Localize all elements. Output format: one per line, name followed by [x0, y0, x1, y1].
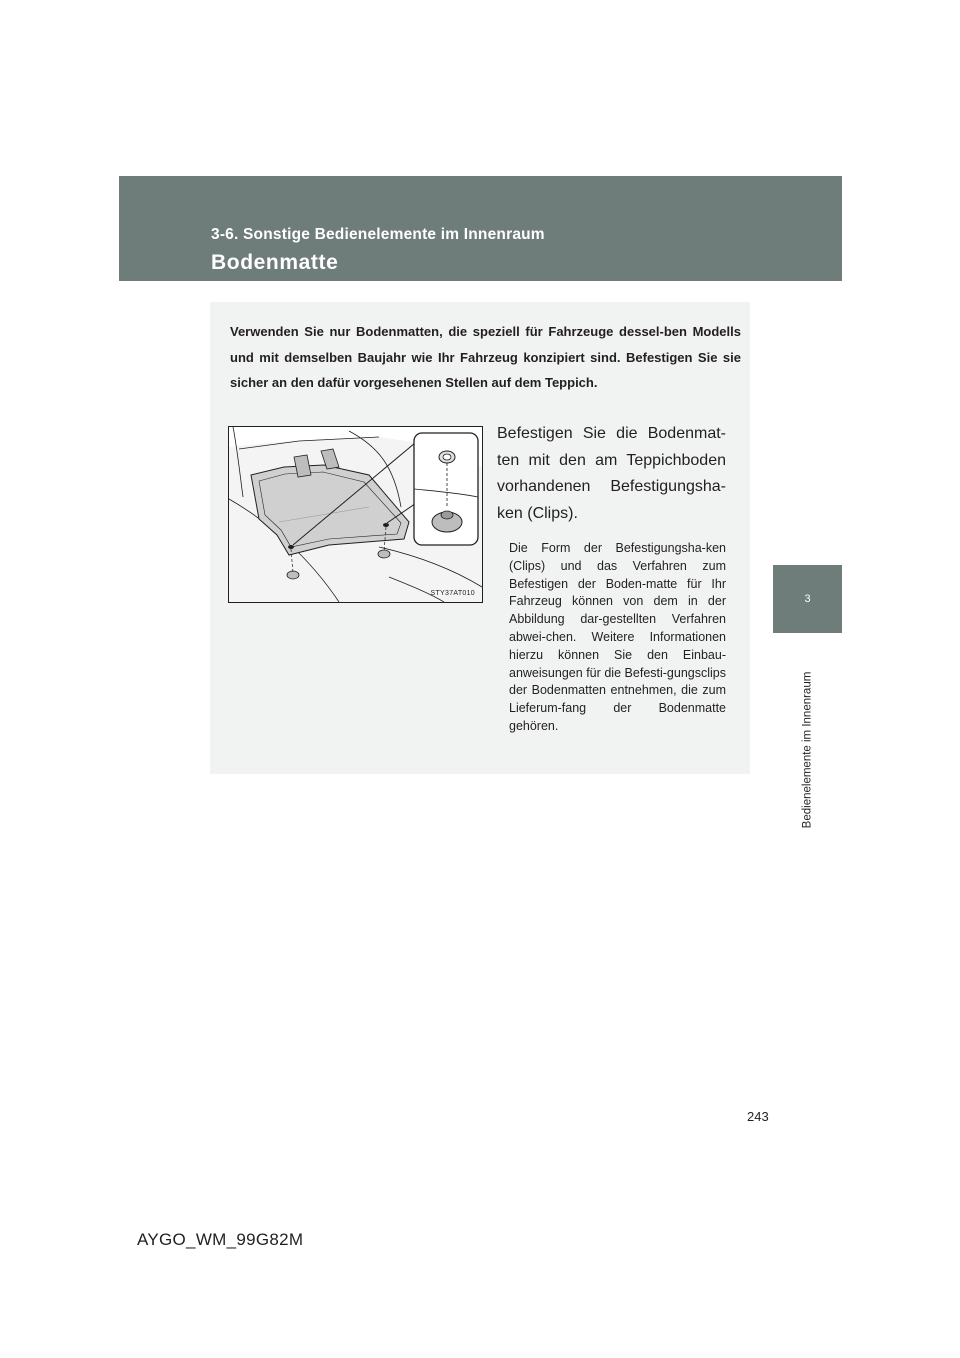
- chapter-number: 3: [804, 593, 811, 605]
- content-box: [210, 302, 750, 774]
- section-title: 3-6. Sonstige Bedienelemente im Innenraum: [211, 226, 545, 243]
- figure-code: STY37AT010: [430, 590, 475, 597]
- note-text: Die Form der Befestigungsha-ken (Clips) und das Verfahren zum Befestigen der Boden-matte für Ihr Fahrzeug können von dem in der Abbildung dar-gestellten Verfahren abwei-chen. Weitere Informationen hierzu können Sie den Einbau-anweisungen für die Befesti-gungsclips der Bodenmatten entnehmen, die zum Lieferum-fang der Bodenmatte gehören.: [509, 541, 726, 733]
- floor-mat-illustration: [228, 426, 483, 603]
- floor-mat-drawing: [229, 427, 482, 602]
- chapter-side-label: [757, 660, 857, 840]
- document-id: AYGO_WM_99G82M: [137, 1230, 304, 1249]
- page-title: Bodenmatte: [211, 251, 339, 274]
- intro-text: Verwenden Sie nur Bodenmatten, die speziell für Fahrzeuge dessel-ben Modells und mit demselben Baujahr wie Ihr Fahrzeug konzipiert sind. Befestigen Sie sie sicher an den dafür vorgesehenen Stellen auf dem Teppich.: [230, 324, 741, 390]
- instruction-text: Befestigen Sie die Bodenmat-ten mit den am Teppichboden vorhandenen Befestigungsha-ken (Clips).: [497, 425, 726, 522]
- header-band: [119, 176, 842, 281]
- chapter-tab[interactable]: [773, 565, 842, 633]
- chapter-label: Bedienelemente im Innenraum: [801, 671, 813, 829]
- page-number: 243: [747, 1109, 769, 1124]
